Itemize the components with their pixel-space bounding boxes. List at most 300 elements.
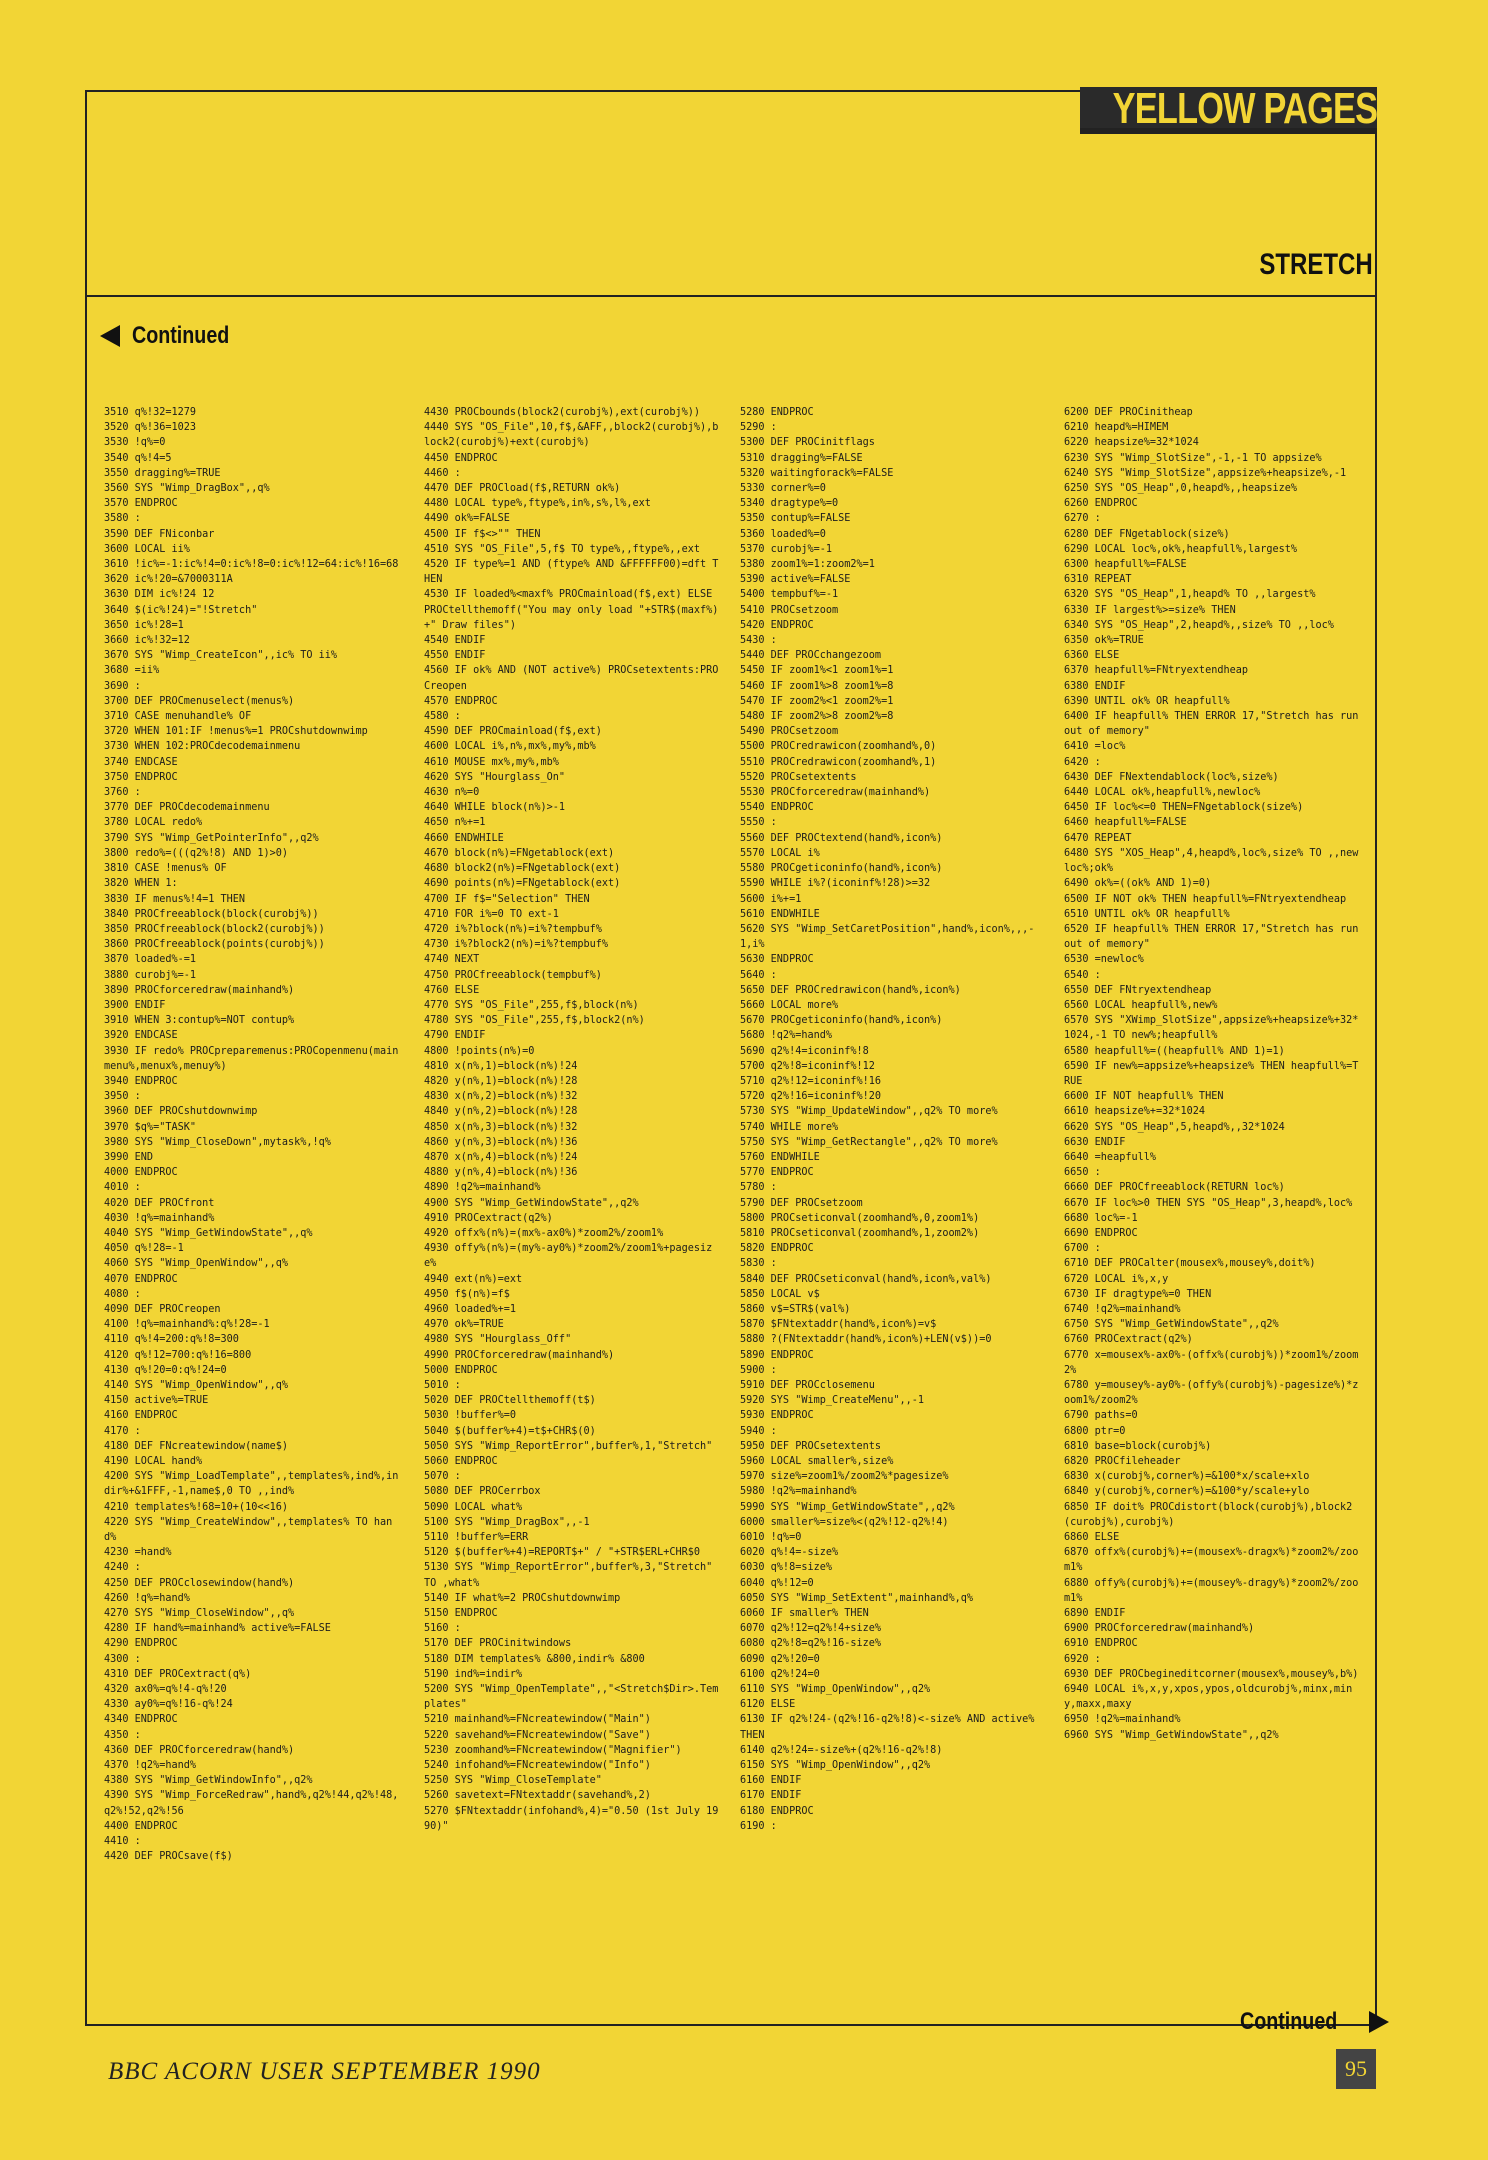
code-line: 5220 savehand%=FNcreatewindow("Save") xyxy=(424,1729,651,1741)
code-line: 4070 ENDPROC xyxy=(104,1273,178,1285)
code-line: 3540 q%!4=5 xyxy=(104,452,172,464)
code-line: 3680 =ii% xyxy=(104,665,160,677)
code-line: 3590 DEF FNiconbar xyxy=(104,528,215,540)
code-line: 6410 =loc% xyxy=(1064,741,1126,753)
code-line: 5820 ENDPROC xyxy=(740,1243,814,1255)
page-number: 95 xyxy=(1336,2049,1376,2089)
code-line: 4720 i%?block(n%)=i%?tempbuf% xyxy=(424,923,602,935)
code-line: 4490 ok%=FALSE xyxy=(424,513,510,525)
code-line: 6670 IF loc%>0 THEN SYS "OS_Heap",3,heapd%,loc% xyxy=(1064,1197,1353,1209)
code-line: 4420 DEF PROCsave(f$) xyxy=(104,1851,233,1863)
code-line: 6420 : xyxy=(1064,756,1101,768)
code-line: 5800 PROCseticonval(zoomhand%,0,zoom1%) xyxy=(740,1212,980,1224)
code-line: 5960 LOCAL smaller%,size% xyxy=(740,1456,894,1468)
code-line: 5460 IF zoom1%>8 zoom1%=8 xyxy=(740,680,894,692)
code-line: 3550 dragging%=TRUE xyxy=(104,467,221,479)
code-line: 6240 SYS "Wimp_SlotSize",appsize%+heapsize%,-1 xyxy=(1064,467,1347,479)
code-line: 4300 : xyxy=(104,1653,141,1665)
code-line: 5650 DEF PROCredrawicon(hand%,icon%) xyxy=(740,984,961,996)
code-line: 4740 NEXT xyxy=(424,954,480,966)
code-line: 3580 : xyxy=(104,513,141,525)
code-line: 4250 DEF PROCclosewindow(hand%) xyxy=(104,1577,295,1589)
code-line: 4630 n%=0 xyxy=(424,787,480,799)
code-line: 5780 : xyxy=(740,1182,777,1194)
code-line: 4240 : xyxy=(104,1562,141,1574)
code-line: 4620 SYS "Hourglass_On" xyxy=(424,771,566,783)
continued-label: Continued xyxy=(132,322,230,349)
continued-on-marker xyxy=(1240,2008,1389,2036)
code-line: 4400 ENDPROC xyxy=(104,1820,178,1832)
code-line: 6460 heapfull%=FALSE xyxy=(1064,817,1187,829)
code-line: 4000 ENDPROC xyxy=(104,1167,178,1179)
code-line: 5640 : xyxy=(740,969,777,981)
code-line: 5380 zoom1%=1:zoom2%=1 xyxy=(740,559,875,571)
code-line: 4840 y(n%,2)=block(n%)!28 xyxy=(424,1106,578,1118)
code-line: 4920 offx%(n%)=(mx%-ax0%)*zoom2%/zoom1% xyxy=(424,1227,664,1239)
code-line: 4690 points(n%)=FNgetablock(ext) xyxy=(424,878,621,890)
code-line: 6570 SYS "XWimp_SlotSize",appsize%+heapsize%+32*1024,-1 TO new%;heapfull% xyxy=(1064,1015,1359,1042)
code-line: 5060 ENDPROC xyxy=(424,1456,498,1468)
code-line: 5120 $(buffer%+4)=REPORT$+" / "+STR$ERL+CHR$0 xyxy=(424,1547,701,1559)
code-line: 5760 ENDWHILE xyxy=(740,1151,820,1163)
code-line: 5690 q2%!4=iconinf%!8 xyxy=(740,1045,869,1057)
code-line: 5260 savetext=FNtextaddr(savehand%,2) xyxy=(424,1790,651,1802)
code-line: 3620 ic%!20=&7000311A xyxy=(104,574,233,586)
code-line: 4370 !q2%=hand% xyxy=(104,1760,197,1772)
code-line: 6940 LOCAL i%,x,y,xpos,ypos,oldcurobj%,minx,miny,maxx,maxy xyxy=(1064,1684,1353,1711)
code-line: 3820 WHEN 1: xyxy=(104,878,178,890)
code-line: 5350 contup%=FALSE xyxy=(740,513,851,525)
code-line: 4390 SYS "Wimp_ForceRedraw",hand%,q2%!44,q2%!48,q2%!52,q2%!56 xyxy=(104,1790,399,1817)
code-line: 3650 ic%!28=1 xyxy=(104,619,184,631)
code-line: 6450 IF loc%<=0 THEN=FNgetablock(size%) xyxy=(1064,802,1304,814)
code-line: 5880 ?(FNtextaddr(hand%,icon%)+LEN(v$))=0 xyxy=(740,1334,992,1346)
code-line: 6880 offy%(curobj%)+=(mousey%-dragy%)*zoom2%/zoom1% xyxy=(1064,1577,1359,1604)
code-line: 3530 !q%=0 xyxy=(104,437,166,449)
code-line: 6750 SYS "Wimp_GetWindowState",,q2% xyxy=(1064,1319,1279,1331)
code-line: 6890 ENDIF xyxy=(1064,1608,1126,1620)
code-line: 3750 ENDPROC xyxy=(104,771,178,783)
code-line: 5230 zoomhand%=FNcreatewindow("Magnifier") xyxy=(424,1744,682,1756)
code-line: 5870 $FNtextaddr(hand%,icon%)=v$ xyxy=(740,1319,937,1331)
section-title: YELLOW PAGES xyxy=(1112,84,1378,133)
code-line: 6010 !q%=0 xyxy=(740,1532,802,1544)
code-line: 4550 ENDIF xyxy=(424,650,486,662)
code-line: 6550 DEF FNtryextendheap xyxy=(1064,984,1212,996)
code-line: 4830 x(n%,2)=block(n%)!32 xyxy=(424,1091,578,1103)
code-line: 6840 y(curobj%,corner%)=&100*y/scale+ylo xyxy=(1064,1486,1310,1498)
code-column-3 xyxy=(740,405,1041,2005)
code-line: 3640 $(ic%!24)="!Stretch" xyxy=(104,604,258,616)
code-line: 3560 SYS "Wimp_DragBox",,q% xyxy=(104,483,270,495)
code-line: 4960 loaded%+=1 xyxy=(424,1303,517,1315)
code-line: 5020 DEF PROCtellthemoff(t$) xyxy=(424,1395,596,1407)
code-line: 6780 y=mousey%-ay0%-(offy%(curobj%)-pagesize%)*zoom1%/zoom2% xyxy=(1064,1380,1359,1407)
code-line: 4010 : xyxy=(104,1182,141,1194)
code-line: 6250 SYS "OS_Heap",0,heapd%,,heapsize% xyxy=(1064,483,1298,495)
code-line: 4310 DEF PROCextract(q%) xyxy=(104,1668,252,1680)
code-line: 4910 PROCextract(q2%) xyxy=(424,1212,553,1224)
code-line: 6790 paths=0 xyxy=(1064,1410,1138,1422)
code-line: 6680 loc%=-1 xyxy=(1064,1212,1138,1224)
code-line: 4260 !q%=hand% xyxy=(104,1592,190,1604)
code-line: 5520 PROCsetextents xyxy=(740,771,857,783)
code-line: 6920 : xyxy=(1064,1653,1101,1665)
code-line: 3880 curobj%=-1 xyxy=(104,969,197,981)
code-line: 4980 SYS "Hourglass_Off" xyxy=(424,1334,572,1346)
code-line: 3810 CASE !menus% OF xyxy=(104,863,227,875)
code-line: 5330 corner%=0 xyxy=(740,483,826,495)
code-line: 3520 q%!36=1023 xyxy=(104,422,197,434)
code-line: 5590 WHILE i%?(iconinf%!28)>=32 xyxy=(740,878,931,890)
code-line: 4190 LOCAL hand% xyxy=(104,1456,203,1468)
code-line: 5360 loaded%=0 xyxy=(740,528,826,540)
code-line: 6210 heapd%=HIMEM xyxy=(1064,422,1169,434)
code-line: 4990 PROCforceredraw(mainhand%) xyxy=(424,1349,615,1361)
code-line: 4210 templates%!68=10+(10<<16) xyxy=(104,1501,289,1513)
code-line: 3690 : xyxy=(104,680,141,692)
code-line: 6510 UNTIL ok% OR heapfull% xyxy=(1064,908,1230,920)
code-line: 4130 q%!20=0:q%!24=0 xyxy=(104,1364,227,1376)
code-line: 6810 base=block(curobj%) xyxy=(1064,1440,1212,1452)
code-line: 6090 q2%!20=0 xyxy=(740,1653,820,1665)
code-line: 4650 n%+=1 xyxy=(424,817,486,829)
code-line: 6070 q2%!12=q2%!4+size% xyxy=(740,1623,882,1635)
code-line: 3910 WHEN 3:contup%=NOT contup% xyxy=(104,1015,295,1027)
code-line: 6100 q2%!24=0 xyxy=(740,1668,820,1680)
code-line: 5920 SYS "Wimp_CreateMenu",,-1 xyxy=(740,1395,925,1407)
code-line: 6650 : xyxy=(1064,1167,1101,1179)
code-line: 4030 !q%=mainhand% xyxy=(104,1212,215,1224)
code-line: 5010 : xyxy=(424,1380,461,1391)
code-line: 4440 SYS "OS_File",10,f$,&AFF,,block2(curobj%),block2(curobj%)+ext(curobj%) xyxy=(424,422,719,449)
code-line: 5900 : xyxy=(740,1364,777,1376)
code-line: 4610 MOUSE mx%,my%,mb% xyxy=(424,756,559,768)
code-line: 5430 : xyxy=(740,635,777,647)
code-column-1 xyxy=(104,405,400,2005)
code-line: 6820 PROCfileheader xyxy=(1064,1456,1181,1468)
code-line: 6770 x=mousex%-ax0%-(offx%(curobj%))*zoom1%/zoom2% xyxy=(1064,1349,1359,1376)
code-line: 5930 ENDPROC xyxy=(740,1410,814,1422)
code-line: 5080 DEF PROCerrbox xyxy=(424,1486,541,1498)
code-line: 4900 SYS "Wimp_GetWindowState",,q2% xyxy=(424,1197,639,1209)
code-line: 4820 y(n%,1)=block(n%)!28 xyxy=(424,1075,578,1087)
code-line: 6400 IF heapfull% THEN ERROR 17,"Stretch has run out of memory" xyxy=(1064,711,1365,738)
code-line: 5400 tempbuf%=-1 xyxy=(740,589,839,601)
code-line: 4170 : xyxy=(104,1425,141,1437)
code-line: 5720 q2%!16=iconinf%!20 xyxy=(740,1091,882,1103)
code-line: 4580 : xyxy=(424,711,461,723)
continued-label: Continued xyxy=(1240,2008,1338,2035)
code-line: 6350 ok%=TRUE xyxy=(1064,635,1144,647)
code-line: 3950 : xyxy=(104,1091,141,1103)
code-line: 4590 DEF PROCmainload(f$,ext) xyxy=(424,726,602,738)
code-line: 5070 : xyxy=(424,1471,461,1483)
code-column-2 xyxy=(424,405,720,2005)
code-line: 3900 ENDIF xyxy=(104,999,166,1011)
code-line: 6200 DEF PROCinitheap xyxy=(1064,407,1193,418)
code-line: 6360 ELSE xyxy=(1064,650,1120,662)
code-line: 5860 v$=STR$(val%) xyxy=(740,1303,851,1315)
header-divider xyxy=(85,295,1377,297)
code-line: 6020 q%!4=-size% xyxy=(740,1547,839,1559)
code-line: 6260 ENDPROC xyxy=(1064,498,1138,510)
code-line: 4680 block2(n%)=FNgetablock(ext) xyxy=(424,863,621,875)
code-line: 3610 !ic%=-1:ic%!4=0:ic%!8=0:ic%!12=64:ic%!16=68 xyxy=(104,559,399,571)
code-line: 6870 offx%(curobj%)+=(mousex%-dragx%)*zoom2%/zoom1% xyxy=(1064,1547,1359,1574)
code-line: 5530 PROCforceredraw(mainhand%) xyxy=(740,787,931,799)
code-line: 4220 SYS "Wimp_CreateWindow",,templates% TO hand% xyxy=(104,1516,393,1544)
code-line: 4270 SYS "Wimp_CloseWindow",,q% xyxy=(104,1608,295,1620)
code-line: 4290 ENDPROC xyxy=(104,1638,178,1650)
code-line: 4880 y(n%,4)=block(n%)!36 xyxy=(424,1167,578,1179)
code-line: 6230 SYS "Wimp_SlotSize",-1,-1 TO appsize% xyxy=(1064,452,1322,464)
code-line: 6480 SYS "XOS_Heap",4,heapd%,loc%,size% TO ,,newloc%;ok% xyxy=(1064,847,1359,875)
code-line: 6340 SYS "OS_Heap",2,heapd%,,size% TO ,,loc% xyxy=(1064,619,1334,631)
code-line: 6150 SYS "Wimp_OpenWindow",,q2% xyxy=(740,1760,931,1772)
code-line: 3940 ENDPROC xyxy=(104,1075,178,1087)
code-line: 6290 LOCAL loc%,ok%,heapfull%,largest% xyxy=(1064,543,1298,555)
code-line: 3730 WHEN 102:PROCdecodemainmenu xyxy=(104,741,301,753)
code-line: 5610 ENDWHILE xyxy=(740,908,820,920)
code-line: 5970 size%=zoom1%/zoom2%*pagesize% xyxy=(740,1471,949,1483)
code-line: 4100 !q%=mainhand%:q%!28=-1 xyxy=(104,1319,270,1331)
code-line: 5160 : xyxy=(424,1623,461,1635)
code-line: 4060 SYS "Wimp_OpenWindow",,q% xyxy=(104,1258,289,1270)
code-line: 4080 : xyxy=(104,1288,141,1300)
code-line: 5980 !q2%=mainhand% xyxy=(740,1486,857,1498)
code-line: 4660 ENDWHILE xyxy=(424,832,504,844)
code-line: 5470 IF zoom2%<1 zoom2%=1 xyxy=(740,695,894,707)
code-line: 6160 ENDIF xyxy=(740,1775,802,1787)
code-line: 5140 IF what%=2 PROCshutdownwimp xyxy=(424,1592,621,1604)
code-line: 6050 SYS "Wimp_SetExtent",mainhand%,q% xyxy=(740,1592,974,1604)
code-line: 5890 ENDPROC xyxy=(740,1349,814,1361)
code-line: 5770 ENDPROC xyxy=(740,1167,814,1179)
code-line: 4940 ext(n%)=ext xyxy=(424,1273,523,1285)
code-line: 4790 ENDIF xyxy=(424,1030,486,1042)
code-line: 3890 PROCforceredraw(mainhand%) xyxy=(104,984,295,996)
code-line: 6580 heapfull%=((heapfull% AND 1)=1) xyxy=(1064,1045,1285,1057)
code-line: 5270 $FNtextaddr(infohand%,4)="0.50 (1st July 1990)" xyxy=(424,1805,719,1832)
code-line: 4670 block(n%)=FNgetablock(ext) xyxy=(424,847,615,859)
code-line: 6500 IF NOT ok% THEN heapfull%=FNtryextendheap xyxy=(1064,893,1347,905)
code-line: 3670 SYS "Wimp_CreateIcon",,ic% TO ii% xyxy=(104,650,338,662)
code-line: 5440 DEF PROCchangezoom xyxy=(740,650,882,662)
code-line: 6280 DEF FNgetablock(size%) xyxy=(1064,528,1230,540)
code-line: 6370 heapfull%=FNtryextendheap xyxy=(1064,665,1249,677)
code-line: 5300 DEF PROCinitflags xyxy=(740,437,875,449)
code-line: 3840 PROCfreeablock(block(curobj%)) xyxy=(104,908,319,920)
code-line: 4160 ENDPROC xyxy=(104,1410,178,1422)
code-line: 6140 q2%!24=-size%+(q2%!16-q2%!8) xyxy=(740,1744,943,1756)
code-line: 5680 !q2%=hand% xyxy=(740,1030,833,1042)
code-line: 4730 i%?block2(n%)=i%?tempbuf% xyxy=(424,939,609,951)
code-line: 5940 : xyxy=(740,1425,777,1437)
code-line: 4380 SYS "Wimp_GetWindowInfo",,q2% xyxy=(104,1775,313,1787)
code-line: 6220 heapsize%=32*1024 xyxy=(1064,437,1199,449)
magazine-footer: BBC ACORN USER SEPTEMBER 1990 xyxy=(108,2058,541,2085)
continued-from-marker xyxy=(100,322,251,350)
code-line: 4970 ok%=TRUE xyxy=(424,1319,504,1331)
code-line: 5840 DEF PROCseticonval(hand%,icon%,val%) xyxy=(740,1273,992,1285)
code-line: 6180 ENDPROC xyxy=(740,1805,814,1817)
code-line: 3860 PROCfreeablock(points(curobj%)) xyxy=(104,939,325,951)
code-line: 6540 : xyxy=(1064,969,1101,981)
code-line: 3800 redo%=(((q2%!8) AND 1)>0) xyxy=(104,847,289,859)
code-line: 5550 : xyxy=(740,817,777,829)
code-line: 5490 PROCsetzoom xyxy=(740,726,839,738)
code-line: 4500 IF f$<>"" THEN xyxy=(424,528,541,540)
code-line: 6530 =newloc% xyxy=(1064,954,1144,966)
code-line: 6390 UNTIL ok% OR heapfull% xyxy=(1064,695,1230,707)
code-line: 4280 IF hand%=mainhand% active%=FALSE xyxy=(104,1623,331,1635)
code-line: 4640 WHILE block(n%)>-1 xyxy=(424,802,566,814)
code-line: 6640 =heapfull% xyxy=(1064,1151,1157,1163)
code-line: 5130 SYS "Wimp_ReportError",buffer%,3,"Stretch" TO ,what% xyxy=(424,1562,719,1589)
code-line: 5390 active%=FALSE xyxy=(740,574,851,586)
code-line: 4330 ay0%=q%!16-q%!24 xyxy=(104,1699,233,1711)
code-line: 5410 PROCsetzoom xyxy=(740,604,839,616)
code-line: 6490 ok%=((ok% AND 1)=0) xyxy=(1064,878,1212,890)
code-line: 4470 DEF PROCload(f$,RETURN ok%) xyxy=(424,483,621,495)
code-line: 6520 IF heapfull% THEN ERROR 17,"Stretch has run out of memory" xyxy=(1064,923,1365,951)
code-line: 4200 SYS "Wimp_LoadTemplate",,templates%,ind%,indir%+&1FFF,-1,name$,0 TO ,,ind% xyxy=(104,1471,399,1498)
code-line: 3850 PROCfreeablock(block2(curobj%)) xyxy=(104,923,325,935)
code-line: 4150 active%=TRUE xyxy=(104,1395,209,1407)
code-line: 6860 ELSE xyxy=(1064,1532,1120,1544)
code-line: 5210 mainhand%=FNcreatewindow("Main") xyxy=(424,1714,651,1726)
code-line: 3980 SYS "Wimp_CloseDown",mytask%,!q% xyxy=(104,1136,331,1148)
code-line: 5040 $(buffer%+4)=t$+CHR$(0) xyxy=(424,1425,596,1437)
code-line: 4600 LOCAL i%,n%,mx%,my%,mb% xyxy=(424,741,596,753)
code-line: 5630 ENDPROC xyxy=(740,954,814,966)
code-line: 3960 DEF PROCshutdownwimp xyxy=(104,1106,258,1118)
code-line: 5000 ENDPROC xyxy=(424,1364,498,1376)
code-line: 5150 ENDPROC xyxy=(424,1608,498,1620)
code-line: 5420 ENDPROC xyxy=(740,619,814,631)
code-line: 6800 ptr=0 xyxy=(1064,1425,1126,1437)
code-line: 4860 y(n%,3)=block(n%)!36 xyxy=(424,1136,578,1148)
code-line: 6130 IF q2%!24-(q2%!16-q2%!8)<-size% AND active% THEN xyxy=(740,1714,1041,1741)
code-line: 5540 ENDPROC xyxy=(740,802,814,814)
code-line: 3700 DEF PROCmenuselect(menus%) xyxy=(104,695,295,707)
code-line: 5050 SYS "Wimp_ReportError",buffer%,1,"Stretch" xyxy=(424,1440,713,1452)
code-line: 5850 LOCAL v$ xyxy=(740,1288,820,1300)
code-line: 5670 PROCgeticoninfo(hand%,icon%) xyxy=(740,1015,943,1027)
code-line: 4090 DEF PROCreopen xyxy=(104,1303,221,1315)
code-line: 4410 : xyxy=(104,1836,141,1848)
code-line: 5570 LOCAL i% xyxy=(740,847,820,859)
right-arrow-icon xyxy=(1369,2011,1389,2033)
code-line: 4230 =hand% xyxy=(104,1547,172,1559)
code-line: 5580 PROCgeticoninfo(hand%,icon%) xyxy=(740,863,943,875)
code-line: 6950 !q2%=mainhand% xyxy=(1064,1714,1181,1726)
code-line: 6850 IF doit% PROCdistort(block(curobj%),block2(curobj%),curobj%) xyxy=(1064,1501,1353,1528)
code-line: 3630 DIM ic%!24 12 xyxy=(104,589,215,601)
code-line: 3660 ic%!32=12 xyxy=(104,635,190,647)
code-line: 5450 IF zoom1%<1 zoom1%=1 xyxy=(740,665,894,677)
code-line: 3510 q%!32=1279 xyxy=(104,407,197,418)
code-line: 4480 LOCAL type%,ftype%,in%,s%,l%,ext xyxy=(424,498,651,510)
code-line: 6330 IF largest%>=size% THEN xyxy=(1064,604,1236,616)
code-line: 6690 ENDPROC xyxy=(1064,1227,1138,1239)
code-line: 5700 q2%!8=iconinf%!12 xyxy=(740,1060,875,1072)
code-line: 6630 ENDIF xyxy=(1064,1136,1126,1148)
code-line: 4770 SYS "OS_File",255,f$,block(n%) xyxy=(424,999,639,1011)
left-arrow-icon xyxy=(100,325,120,347)
code-line: 6760 PROCextract(q2%) xyxy=(1064,1334,1193,1346)
code-column-4 xyxy=(1064,405,1364,2005)
code-line: 3710 CASE menuhandle% OF xyxy=(104,711,252,723)
code-line: 3720 WHEN 101:IF !menus%=1 PROCshutdownwimp xyxy=(104,726,368,738)
code-line: 4710 FOR i%=0 TO ext-1 xyxy=(424,908,559,920)
code-line: 5200 SYS "Wimp_OpenTemplate",,"<Stretch$Dir>.Templates" xyxy=(424,1684,719,1711)
code-line: 6560 LOCAL heapfull%,new% xyxy=(1064,999,1218,1011)
code-line: 6320 SYS "OS_Heap",1,heapd% TO ,,largest% xyxy=(1064,589,1316,601)
code-line: 4750 PROCfreeablock(tempbuf%) xyxy=(424,969,602,981)
code-line: 6660 DEF PROCfreeablock(RETURN loc%) xyxy=(1064,1182,1285,1194)
code-line: 3570 ENDPROC xyxy=(104,498,178,510)
code-line: 5250 SYS "Wimp_CloseTemplate" xyxy=(424,1775,602,1787)
code-line: 6900 PROCforceredraw(mainhand%) xyxy=(1064,1623,1255,1635)
code-line: 6910 ENDPROC xyxy=(1064,1638,1138,1650)
code-line: 6300 heapfull%=FALSE xyxy=(1064,559,1187,571)
code-line: 5510 PROCredrawicon(zoomhand%,1) xyxy=(740,756,937,768)
code-line: 6930 DEF PROCbegineditcorner(mousex%,mousey%,b%) xyxy=(1064,1668,1359,1680)
code-line: 5280 ENDPROC xyxy=(740,407,814,418)
code-line: 6700 : xyxy=(1064,1243,1101,1255)
code-line: 6720 LOCAL i%,x,y xyxy=(1064,1273,1169,1285)
code-line: 4700 IF f$="Selection" THEN xyxy=(424,893,590,905)
code-line: 6190 : xyxy=(740,1820,777,1832)
code-line: 5240 infohand%=FNcreatewindow("Info") xyxy=(424,1760,651,1772)
code-line: 4950 f$(n%)=f$ xyxy=(424,1288,510,1300)
code-line: 5810 PROCseticonval(zoomhand%,1,zoom2%) xyxy=(740,1227,980,1239)
code-line: 6620 SYS "OS_Heap",5,heapd%,,32*1024 xyxy=(1064,1121,1285,1133)
code-line: 6080 q2%!8=q2%!16-size% xyxy=(740,1638,882,1650)
code-line: 3780 LOCAL redo% xyxy=(104,817,203,829)
code-line: 5090 LOCAL what% xyxy=(424,1501,523,1513)
code-line: 6040 q%!12=0 xyxy=(740,1577,814,1589)
code-line: 4360 DEF PROCforceredraw(hand%) xyxy=(104,1744,295,1756)
code-line: 6610 heapsize%+=32*1024 xyxy=(1064,1106,1206,1118)
code-line: 6470 REPEAT xyxy=(1064,832,1132,844)
section-banner xyxy=(1080,84,1378,134)
code-line: 4320 ax0%=q%!4-q%!20 xyxy=(104,1684,227,1696)
code-line: 5340 dragtype%=0 xyxy=(740,498,839,510)
code-line: 3760 : xyxy=(104,787,141,799)
code-line: 5660 LOCAL more% xyxy=(740,999,839,1011)
code-line: 6430 DEF FNextendablock(loc%,size%) xyxy=(1064,771,1279,783)
code-line: 4800 !points(n%)=0 xyxy=(424,1045,535,1057)
code-line: 5830 : xyxy=(740,1258,777,1270)
code-line: 5560 DEF PROCtextend(hand%,icon%) xyxy=(740,832,943,844)
code-line: 5170 DEF PROCinitwindows xyxy=(424,1638,572,1650)
code-line: 5740 WHILE more% xyxy=(740,1121,839,1133)
code-line: 5180 DIM templates% &800,indir% &800 xyxy=(424,1653,645,1665)
code-line: 6270 : xyxy=(1064,513,1101,525)
code-line: 3970 $q%="TASK" xyxy=(104,1121,197,1133)
code-line: 3770 DEF PROCdecodemainmenu xyxy=(104,802,270,814)
code-line: 4340 ENDPROC xyxy=(104,1714,178,1726)
code-line: 6310 REPEAT xyxy=(1064,574,1132,586)
code-line: 4450 ENDPROC xyxy=(424,452,498,464)
code-line: 5600 i%+=1 xyxy=(740,893,802,905)
code-line: 4140 SYS "Wimp_OpenWindow",,q% xyxy=(104,1380,289,1391)
code-line: 4040 SYS "Wimp_GetWindowState",,q% xyxy=(104,1227,313,1239)
code-line: 5620 SYS "Wimp_SetCaretPosition",hand%,icon%,,,-1,i% xyxy=(740,923,1035,951)
